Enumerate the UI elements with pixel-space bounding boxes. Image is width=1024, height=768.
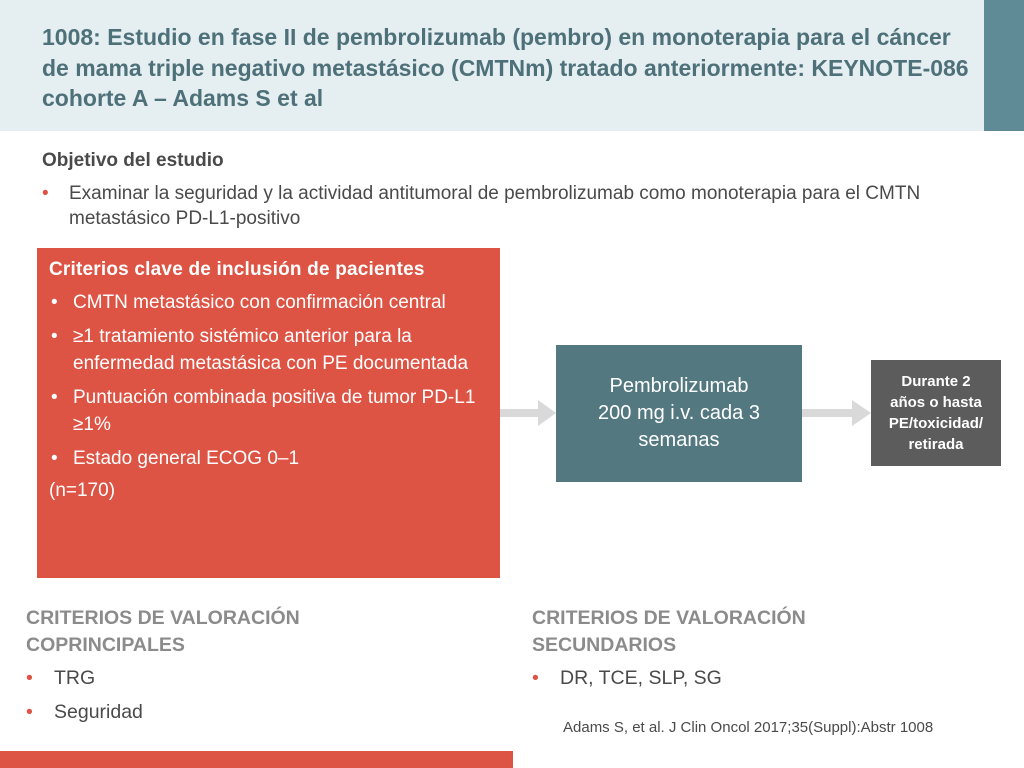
criteria-list (49, 289, 490, 472)
secondary-endpoints (532, 605, 992, 699)
sample-size: (n=170) (49, 480, 116, 501)
bullet-icon: • (26, 667, 33, 689)
duration-box (871, 360, 1001, 466)
arrow-right-icon (500, 398, 557, 428)
criteria-item: • ≥1 tratamiento sistémico anterior para la enfermedad metastásica con PE documentada (49, 323, 490, 378)
objective-heading: Objetivo del estudio (42, 150, 224, 171)
endpoint-item: • TRG (26, 667, 96, 689)
bullet-icon: • (51, 325, 58, 347)
primary-endpoints-heading: CRITERIOS DE VALORACIÓN COPRINCIPALES (26, 607, 300, 656)
primary-endpoints-list (26, 665, 486, 725)
bullet-icon: • (532, 667, 539, 689)
bullet-icon: • (42, 183, 49, 204)
duration-line: PE/toxicidad/ (888, 415, 984, 432)
criteria-item: • Estado general ECOG 0–1 (49, 445, 490, 473)
treatment-line: Pembrolizumab (609, 375, 749, 397)
endpoint-item: • Seguridad (26, 701, 143, 723)
objective-text: Examinar la seguridad y la actividad antitumoral de pembrolizumab como monoterapia para el CMTN metastásico PD-L1-positivo (69, 183, 921, 229)
criteria-item: • Puntuación combinada positiva de tumor PD-L1 ≥1% (49, 384, 490, 439)
duration-line: retirada (908, 436, 964, 453)
bullet-icon: • (26, 701, 33, 723)
objective-bullet-item (42, 181, 972, 231)
treatment-line: 200 mg i.v. cada 3 (598, 402, 760, 424)
citation: Adams S, et al. J Clin Oncol 2017;35(Suppl):Abstr 1008 (563, 719, 934, 736)
secondary-endpoints-list (532, 665, 992, 691)
footer-accent-bar (0, 751, 513, 768)
bullet-icon: • (51, 386, 58, 408)
criteria-item: • CMTN metastásico con confirmación central (49, 289, 490, 317)
duration-line: años o hasta (890, 394, 982, 411)
primary-endpoints (26, 605, 486, 733)
treatment-line: semanas (638, 429, 720, 451)
bullet-icon: • (51, 447, 58, 469)
inclusion-criteria-box (37, 248, 500, 578)
arrow-right-icon (802, 398, 872, 428)
duration-line: Durante 2 (901, 373, 971, 390)
secondary-endpoints-heading: CRITERIOS DE VALORACIÓN SECUNDARIOS (532, 607, 806, 656)
bullet-icon: • (51, 292, 58, 313)
treatment-box (556, 345, 802, 482)
slide-title: 1008: Estudio en fase II de pembrolizumab (pembro) en monoterapia para el cáncer de mama triple negativo metastásico (CMTNm) tratado anteriormente: KEYNOTE-086 cohorte A – Adams S et al (42, 24, 969, 111)
endpoint-item: • DR, TCE, SLP, SG (532, 667, 722, 689)
header-accent-bar (984, 0, 1024, 131)
criteria-title: Criterios clave de inclusión de pacientes (49, 259, 425, 280)
